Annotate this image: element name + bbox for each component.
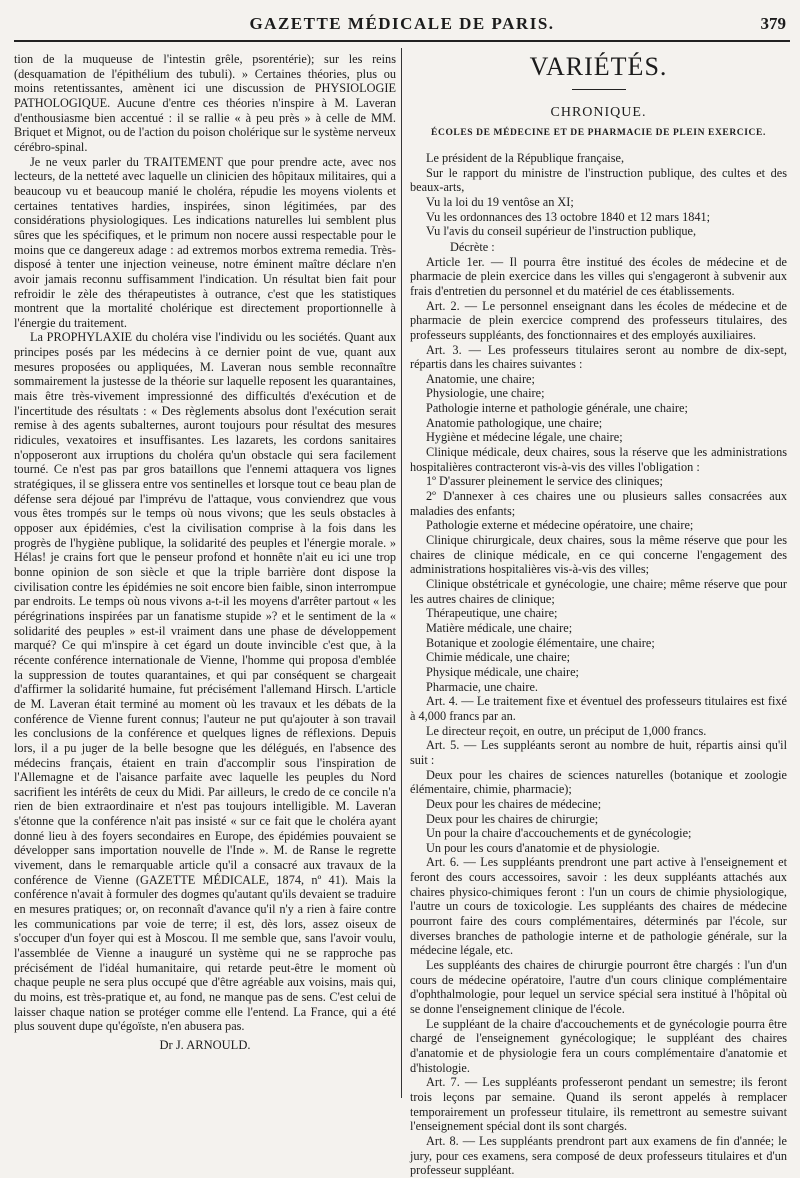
article-line: Art. 6. — Les suppléants prendront une part active à l'enseignement et feront des cours accessoires, savoir : les deux suppléants attachés aux chaires physico-chimiques feront : l'un un cours de chimie physiologique, l'autre un cours de toxicologie. Les suppléants des chaires de médecine pourront faire des cours complémentaires, déterminés par l'école, sur diverses branches de pathologie interne et de pathologie générale, sur la médecine légale, etc. <box>410 855 787 958</box>
article-line: Physiologie, une chaire; <box>426 386 545 401</box>
author-signature: Dr J. ARNOULD. <box>159 1037 251 1052</box>
articles-list <box>410 255 787 1178</box>
section-title-varietes: VARIÉTÉS. <box>529 52 668 81</box>
decree-subtitle: ÉCOLES DE MÉDECINE ET DE PHARMACIE DE PLEIN EXERCICE. <box>431 128 766 139</box>
right-column <box>410 52 787 1178</box>
article-line: Hygiène et médecine légale, une chaire; <box>426 430 623 445</box>
article-line: Chimie médicale, une chaire; <box>426 650 571 665</box>
article-line: Physique médicale, une chaire; <box>426 664 579 679</box>
article-paragraph: tion de la muqueuse de l'intestin grêle, psorentérie); sur les reins (desquamation de l'épithélium des tubuli). » Certaines théories, plus ou moins retentissantes, amènent ici une discussion de PHYSIOLOGIE PATHOLOGIQUE. Aucune d'entre ces théories n'inspire à M. Laveran d'enthousiasme bien accentué : il se rallie « à peu près » à celle de MM. Briquet et Mignot, ou de l'action du poison cholérique sur le système nerveux cérébro-spinal. <box>14 52 396 154</box>
article-line: Deux pour les chaires de sciences naturelles (botanique et zoologie élémentaire, chimie, pharmacie); <box>410 767 787 797</box>
preamble-line: Le président de la République française, <box>426 150 625 165</box>
article-line: Article 1er. — Il pourra être institué des écoles de médecine et de pharmacie de plein exercice dans les villes qui s'engageront à subvenir aux frais d'entretien du personnel et du matériel de ces établissements. <box>410 254 787 298</box>
page-number: 379 <box>760 14 786 33</box>
article-line: Clinique obstétricale et gynécologie, une chaire; même réserve que pour les autres chaires de clinique; <box>410 577 787 606</box>
column-divider <box>401 48 402 1098</box>
article-line: Art. 4. — Le traitement fixe et éventuel des professeurs titulaires est fixé à 4,000 francs par an. <box>410 694 787 723</box>
article-line: Pathologie interne et pathologie générale, une chaire; <box>426 401 688 416</box>
journal-title: GAZETTE MÉDICALE DE PARIS. <box>249 14 555 33</box>
article-line: Art. 5. — Les suppléants seront au nombre de huit, répartis ainsi qu'il suit : <box>410 738 787 767</box>
article-paragraph: La PROPHYLAXIE du choléra vise l'individu ou les sociétés. Quant aux principes posés par les médecins à ce dernier point de vue, quant aux mesures proposées ou appliquées, M. Laveran nous semble reconnaître sommairement la justesse de la théorie sur laquelle reposent les quarantaines, mais être très-vivement impressionné des difficultés d'exécution et de l'incertitude des résultats : « Des règlements absolus dont l'exécution serait remise à des agents subalternes, auront toujours pour résultat des mesures ridicules, vexatoires et insuffisantes. Les lazarets, les cordons sanitaires n'opposeront aux irruptions du choléra qu'un obstacle qui sera facilement tourné. Ce n'est pas par gros bataillons que l'ennemi attaquera vos lignes stratégiques, il se glissera entre vos sentinelles et lorsque tout ce beau plan de défense sera déjoué par l'imprévu de l'attaque, vous conviendrez que vous vous êtes trompés sur le temps où nous vivons; que les seuls obstacles à opposer aux épidémies, c'est la civilisation comprise à la fois dans les progrès de l'hygiène publique, la solidarité des peuples et l'énergie morale. » Hélas! je crains fort que le penseur profond et honnête n'ait eu ici une trop bonne opinion de son siècle et que la triple barrière dont dispose la civilisation contre les épidémies ne soit encore bien faible, sinon interrompue par endroits. Le temps où nous vivons a-t-il les moyens d'arrêter partout « les pérégrinations inspirées par un fanatisme stupide »? et le sentiment de la « solidarité des peuples » est-il vraiment dans une phase de développement marqué? Ce qui m'inspire à cet égard un doute invincible c'est que, à la récente conférence internationale de Vienne, l'homme qui proposa d'emblée la suppression de toutes quarantaines, et qui par conséquent se chargeait d'affirmer la solidarité humaine, fut précisément l'allemand Hirsch. L'article de M. Laveran était terminé au moment où les travaux et les débats de la conférence de Vienne furent connus; l'auteur ne put qu'ajouter à son travail les conclusions de la conférence et quelques lignes de réflexions. Depuis lors, il a pu juger de la belle besogne que les délégués, en l'absence des médecins français, étaient en train d'accomplir sous l'inspiration de l'Allemagne et de l'aisance parfaite avec laquelle les peuples du Nord sacrifient les intérêts de ceux du Midi. Par ailleurs, le credo de ce concile n'a rien de bien extraordinaire et n'est pas toujours intelligible. M. Laveran s'étonne que la conférence n'ait pas insisté « sur ce fait que le choléra ayant donné lieu à des foyers secondaires en Europe, des épidémies pouvaient se développer sans importation nouvelle de l'Inde ». M. de Ranse le regrette vivement, dans le remarquable article qu'il a consacré aux travaux de la conférence de Vienne (GAZETTE MÉDICALE, 1874, nº 41). Mais la conférence n'avait à formuler des dogmes qu'autant qu'ils devaient se traduire en mesures pratiques; or, on reconnaît d'avance qu'il n'y a rien à faire contre les communications par voie de terre; il est, dès lors, assez oiseux de s'occuper d'un foyer qui est à Moscou. Il me semble que, sans l'avoir voulu, l'assemblée de Vienne a inauguré un système qui ne se rapproche pas précisément de l'idéal humanitaire, qui retarde peut-être le moment où chaque peuple ne sera plus occupé que d'être agréable aux voisins, mais qui, du moins, est très-pratique et, au fond, ne manque pas de sens. C'est celui de laisser chaque nation se protéger comme elle l'entend. La France, qui a été plus souvent dupe qu'égoïste, n'en abusera pas. <box>14 330 396 1034</box>
article-line: Botanique et zoologie élémentaire, une chaire; <box>426 635 655 650</box>
article-line: Un pour les cours d'anatomie et de physiologie. <box>426 840 660 855</box>
article-line: Clinique chirurgicale, deux chaires, sous la même réserve que pour les chaires de clinique médicale, en ce qui concerne l'engagement des administrations hospitalières vis-à-vis des villes; <box>410 533 787 577</box>
article-line: Les suppléants des chaires de chirurgie pourront être chargés : l'un d'un cours de médecine opératoire, l'autre d'un cours clinique complémentaire d'ophthalmologie, pour lequel un service spécial sera institué à l'hôpital où se donne l'enseignement clinique de l'école. <box>410 958 787 1017</box>
article-paragraph: Je ne veux parler du TRAITEMENT que pour prendre acte, avec nos lecteurs, de la netteté avec laquelle un clinicien des hôpitaux militaires, qui a beaucoup vu et beaucoup manié le choléra, répudie les moyens violents et certaines tentatives hardies, inspirées, sinon légitimées, par des considérations physiologiques. Les indications naturelles lui semblent plus sûres que les spécifiques, et le primum non nocere aussi respectable pour le moins que ce dangereux adage : ad extremos morbos extrema remedia. Très-disposé à tenter une injection veineuse, notre éminent maître déclare n'en avoir jamais reconnu suffisamment l'indication. Un résultat bien fait pour refroidir le zèle des thérapeutistes à outrance, c'est que les statistiques montrent que la mortalité cholérique est directement proportionnelle à l'énergie du traitement. <box>14 154 396 330</box>
article-line: Un pour la chaire d'accouchements et de gynécologie; <box>426 826 692 841</box>
article-line: Thérapeutique, une chaire; <box>426 606 558 621</box>
section-title-chronique: CHRONIQUE. <box>550 104 647 120</box>
preamble-line: Sur le rapport du ministre de l'instruction publique, des cultes et des beaux-arts, <box>410 165 787 195</box>
title-rule <box>572 89 626 90</box>
article-line: Clinique médicale, deux chaires, sous la réserve que les administrations hospitalières contracteront vis-à-vis des villes l'obligation : <box>410 445 787 474</box>
article-line: Anatomie, une chaire; <box>426 371 535 386</box>
article-line: Deux pour les chaires de médecine; <box>426 796 602 811</box>
article-line: Matière médicale, une chaire; <box>426 620 573 635</box>
article-line: Art. 3. — Les professeurs titulaires seront au nombre de dix-sept, répartis dans les chaires suivantes : <box>410 342 787 372</box>
article-line: Art. 7. — Les suppléants professeront pendant un semestre; ils feront trois leçons par semaine. Quand ils seront appelés à remplacer temporairement un professeur titulaire, ils remettront au semestre suivant l'enseignement spécial dont ils sont chargés. <box>410 1075 787 1134</box>
preamble-line: Vu les ordonnances des 13 octobre 1840 et 12 mars 1841; <box>426 209 711 224</box>
article-line: Deux pour les chaires de chirurgie; <box>426 811 599 826</box>
article-line: Le directeur reçoit, en outre, un préciput de 1,000 francs. <box>426 723 707 738</box>
decree-label: Décrète : <box>450 239 495 254</box>
article-line: Art. 8. — Les suppléants prendront part aux examens de fin d'année; le jury, pour ces examens, sera composé de deux professeurs titulaires et d'un professeur suppléant. <box>410 1133 787 1178</box>
article-line: 1º D'assurer pleinement le service des cliniques; <box>426 474 663 489</box>
preamble-line: Vu la loi du 19 ventôse an XI; <box>426 194 574 209</box>
page-header <box>14 14 790 42</box>
article-line: Le suppléant de la chaire d'accouchements et de gynécologie pourra être chargé de l'enseignement gynécologique; le suppléant des chaires d'anatomie et de physiologie fera un cours complémentaire d'anatomie et d'histologie. <box>410 1016 787 1075</box>
article-line: 2º D'annexer à ces chaires une ou plusieurs salles consacrées aux maladies des enfants; <box>410 489 787 518</box>
article-line: Pathologie externe et médecine opératoire, une chaire; <box>426 518 694 533</box>
article-line: Anatomie pathologique, une chaire; <box>426 415 603 430</box>
article-line: Pharmacie, une chaire. <box>426 679 538 694</box>
preamble-line: Vu l'avis du conseil supérieur de l'instruction publique, <box>426 224 697 239</box>
article-line: Art. 2. — Le personnel enseignant dans les écoles de médecine et de pharmacie de plein exercice comprend des professeurs titulaires, des professeurs suppléants, des fonctionnaires et des employés auxiliaires. <box>410 298 787 342</box>
left-column <box>14 52 396 1053</box>
